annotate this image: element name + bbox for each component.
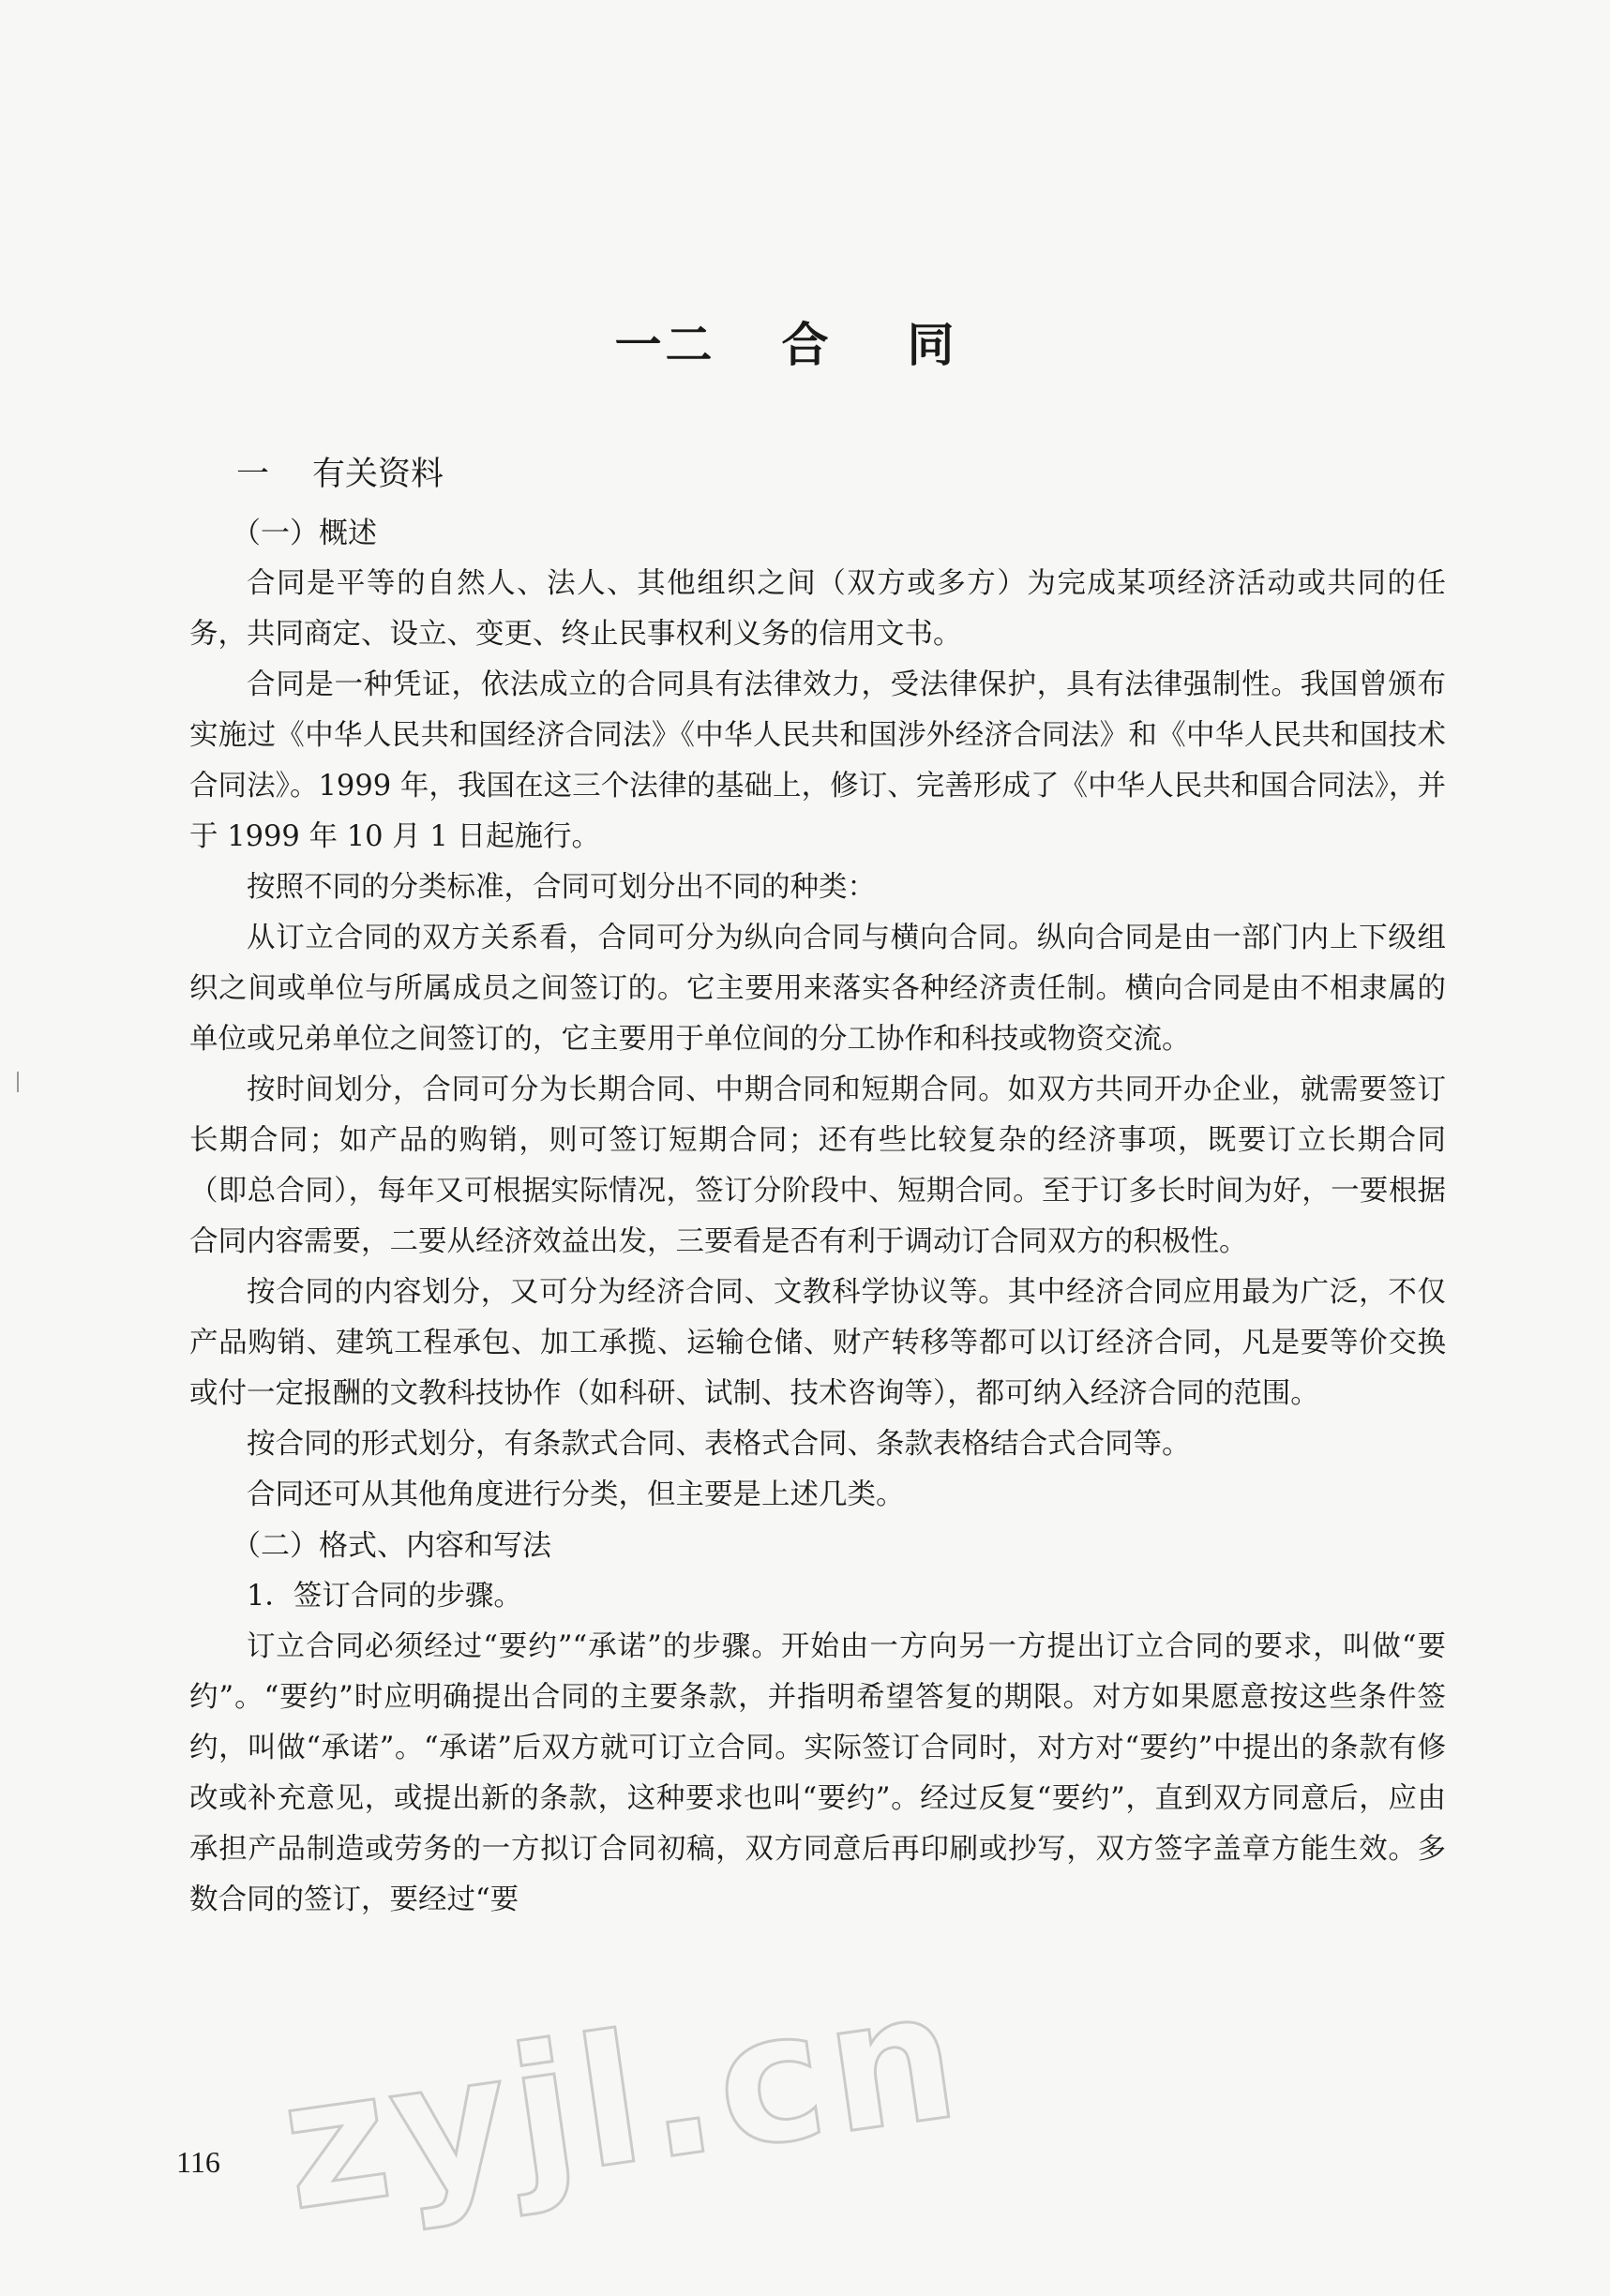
chapter-title-char-1: 合 [781,317,833,372]
section-title: 有关资料 [312,456,444,493]
paragraph: 合同还可从其他角度进行分类，但主要是上述几类。 [247,1478,905,1511]
subsection-heading-overview: （一）概述 [232,517,377,550]
section-heading [236,448,1446,501]
paragraph: 合同是平等的自然人、法人、其他组织之间（双方或多方）为完成某项经济活动或共同的任务，共同商定、设立、变更、终止民事权利义务的信用文书。 [189,567,1446,651]
chapter-title [0,308,1610,375]
margin-mark [17,1072,19,1092]
page-number: 116 [176,2145,220,2179]
paragraph: 从订立合同的双方关系看，合同可分为纵向合同与横向合同。纵向合同是由一部门内上下级组织之间或单位与所属成员之间签订的。它主要用来落实各种经济责任制。横向合同是由不相隶属的单位或兄弟单位之间签订的，它主要用于单位间的分工协作和科技或物资交流。 [189,922,1446,1056]
section-number: 一 [236,456,270,493]
paragraph: 按照不同的分类标准，合同可划分出不同的种类： [247,871,876,904]
paragraph: 按合同的形式划分，有条款式合同、表格式合同、条款表格结合式合同等。 [247,1428,1191,1461]
chapter-title-char-2: 同 [907,317,958,372]
step-heading: 1．签订合同的步骤。 [247,1580,522,1613]
paragraph: 合同是一种凭证，依法成立的合同具有法律效力，受法律保护，具有法律强制性。我国曾颁布实施过《中华人民共和国经济合同法》《中华人民共和国涉外经济合同法》和《中华人民共和国技术合同法》。1999 年，我国在这三个法律的基础上，修订、完善形成了《中华人民共和国合同法》，并于 1999 年 10 月 1 日起施行。 [189,668,1446,853]
paragraph: 订立合同必须经过“要约”“承诺”的步骤。开始由一方向另一方提出订立合同的要求，叫做“要约”。“要约”时应明确提出合同的主要条款，并指明希望答复的期限。对方如果愿意按这些条件签约，叫做“承诺”。“承诺”后双方就可订立合同。实际签订合同时，对方对“要约”中提出的条款有修改或补充意见，或提出新的条款，这种要求也叫“要约”。经过反复“要约”，直到双方同意后，应由承担产品制造或劳务的一方拟订合同初稿，双方同意后再印刷或抄写，双方签字盖章方能生效。多数合同的签订，要经过“要 [189,1630,1446,1916]
paragraph: 按时间划分，合同可分为长期合同、中期合同和短期合同。如双方共同开办企业，就需要签订长期合同；如产品的购销，则可签订短期合同；还有些比较复杂的经济事项，既要订立长期合同（即总合同），每年又可根据实际情况，签订分阶段中、短期合同。至于订多长时间为好，一要根据合同内容需要，二要从经济效益出发，三要看是否有利于调动订合同双方的积极性。 [189,1073,1446,1258]
chapter-number: 一二 [614,317,716,372]
watermark-logo: zyjl.cn [270,1950,974,2251]
page-content [189,448,1446,1926]
subsection-heading-format: （二）格式、内容和写法 [232,1529,551,1563]
paragraph: 按合同的内容划分，又可分为经济合同、文教科学协议等。其中经济合同应用最为广泛，不仅产品购销、建筑工程承包、加工承揽、运输仓储、财产转移等都可以订经济合同，凡是要等价交换或付一定报酬的文教科技协作（如科研、试制、技术咨询等），都可纳入经济合同的范围。 [189,1276,1446,1410]
